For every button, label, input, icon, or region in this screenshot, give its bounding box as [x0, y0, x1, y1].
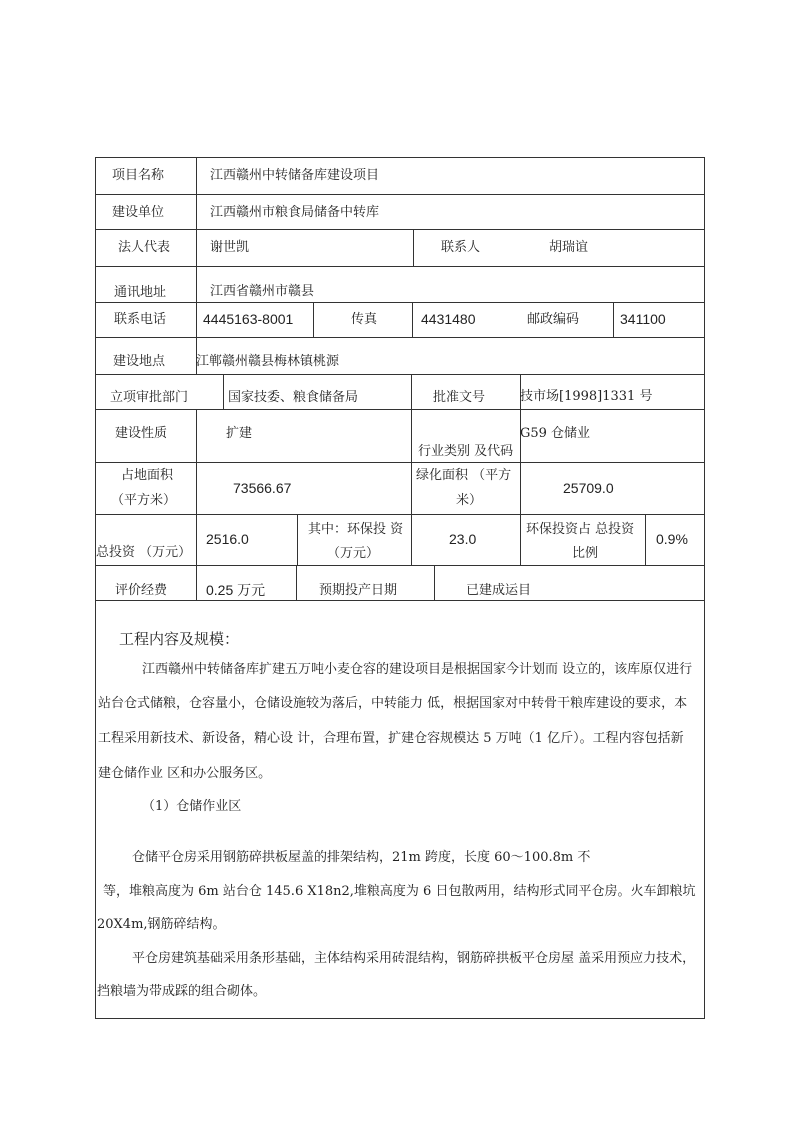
- structure-paragraph-line: 平仓房建筑基础采用条形基础，主体结构采用砖混结构，钢筋碎拱板平仓房屋 盖采用预应力技术，: [132, 951, 696, 966]
- zip-label: 邮政编码: [527, 312, 580, 327]
- storage-paragraph-line: 20X4m,钢筋碎结构。: [97, 917, 226, 932]
- production-date-value: 已建成运目: [466, 583, 532, 598]
- project-name-value: 江西赣州中转储备库建设项目: [210, 168, 380, 183]
- scope-paragraph-line: 站台仓式储粮，仓容量小，仓储设施较为落后，中转能力 低，根据国家对中转骨干粮库建设的要求，本: [98, 696, 688, 711]
- col-divider: [196, 565, 197, 600]
- nature-value: 扩建: [226, 426, 253, 441]
- investment-label: 总投资 （万元）: [96, 545, 192, 560]
- col-divider: [520, 514, 521, 565]
- legal-rep-label: 法人代表: [118, 240, 171, 255]
- row-divider: [95, 194, 705, 195]
- table-border: [704, 157, 705, 1019]
- env-ratio-value: 0.9%: [656, 531, 688, 547]
- row-divider: [95, 565, 705, 566]
- col-divider: [296, 565, 297, 600]
- scope-paragraph-line: 建仓储作业 区和办公服务区。: [98, 766, 272, 781]
- env-investment-unit-label: （万元）: [327, 546, 380, 561]
- production-date-label: 预期投产日期: [319, 583, 398, 598]
- investment-value: 2516.0: [206, 531, 249, 547]
- eval-cost-label: 评价经费: [115, 583, 168, 598]
- row-divider: [95, 409, 705, 410]
- green-area-unit-label: 米）: [456, 493, 483, 508]
- col-divider: [223, 374, 224, 409]
- col-divider: [434, 565, 435, 600]
- col-divider: [196, 409, 197, 462]
- project-name-label: 项目名称: [112, 168, 165, 183]
- col-divider: [411, 374, 412, 409]
- eval-cost-value: 0.25 万元: [206, 582, 266, 598]
- nature-label: 建设性质: [115, 426, 168, 441]
- scope-paragraph-line: 江西赣州中转储备库扩建五万吨小麦仓容的建设项目是根据国家今计划而 设立的，该库原仅进行: [142, 662, 693, 677]
- zip-value: 341100: [620, 311, 666, 327]
- table-border: [95, 157, 705, 158]
- fax-label: 传真: [351, 312, 378, 327]
- builder-value: 江西赣州市粮食局储备中转库: [210, 205, 380, 220]
- env-ratio-label: 环保投资占 总投资: [526, 522, 635, 537]
- env-investment-value: 23.0: [449, 531, 477, 547]
- env-ratio-label-2: 比例: [572, 546, 599, 561]
- row-divider: [95, 337, 705, 338]
- site-value: 江郸赣州赣县梅林镇桃源: [196, 354, 340, 369]
- col-divider: [613, 302, 614, 337]
- site-label: 建设地点: [113, 354, 166, 369]
- row-divider: [95, 374, 705, 375]
- green-area-value: 25709.0: [563, 480, 614, 496]
- col-divider: [411, 409, 412, 462]
- col-divider: [196, 462, 197, 514]
- address-value: 江西省赣州市赣县: [210, 284, 315, 299]
- contact-value: 胡瑞谊: [549, 240, 589, 255]
- col-divider: [413, 229, 414, 266]
- col-divider: [196, 157, 197, 337]
- legal-rep-value: 谢世凯: [210, 240, 250, 255]
- contact-label: 联系人: [441, 240, 481, 255]
- structure-paragraph-line: 挡粮墙为带成踩的组合砌体。: [97, 984, 267, 999]
- table-border: [95, 157, 96, 1019]
- storage-zone-subheading: （1）仓储作业区: [142, 799, 242, 814]
- scope-paragraph-line: 工程采用新技术、新设备，精心设 计，合理布置，扩建仓容规模达 5 万吨（1 亿斤）。工程内容包括新: [98, 731, 684, 746]
- approval-value: 国家技委、粮食储备局: [228, 390, 359, 405]
- row-divider: [95, 266, 705, 267]
- col-divider: [412, 302, 413, 337]
- col-divider: [313, 302, 314, 337]
- fax-value: 4431480: [421, 311, 476, 327]
- area-label: 占地面积: [121, 468, 174, 483]
- phone-label: 联系电话: [114, 312, 167, 327]
- table-border: [95, 1018, 705, 1019]
- storage-paragraph-line: 仓储平仓房采用钢筋碎拱板屋盖的排架结构，21m 跨度，长度 60～100.8m 不: [132, 850, 591, 865]
- col-divider: [297, 514, 298, 565]
- col-divider: [196, 514, 197, 565]
- row-divider: [95, 462, 705, 463]
- industry-label: 行业类别 及代码: [418, 444, 514, 459]
- industry-value: G59 仓储业: [520, 426, 591, 441]
- col-divider: [645, 514, 646, 565]
- col-divider: [520, 462, 521, 514]
- address-label: 通讯地址: [114, 285, 167, 300]
- col-divider: [411, 462, 412, 514]
- approval-label: 立项审批部门: [110, 390, 189, 405]
- builder-label: 建设单位: [112, 205, 165, 220]
- row-divider: [95, 229, 705, 230]
- green-area-label: 绿化面积 （平方: [416, 468, 512, 483]
- env-investment-label: 其中：环保投 资: [308, 522, 404, 537]
- approval-doc-value: 技市场[1998]1331 号: [520, 389, 653, 404]
- area-unit-label: （平方米）: [111, 493, 177, 508]
- area-value: 73566.67: [233, 480, 292, 496]
- storage-paragraph-line: 等，堆粮高度为 6m 站台仓 145.6 X18n2,堆粮高度为 6 日包散两用，结构形式同平仓房。火车卸粮坑: [103, 884, 696, 899]
- row-divider: [95, 514, 705, 515]
- approval-doc-label: 批准文号: [433, 390, 486, 405]
- scope-heading: 工程内容及规模：: [119, 630, 240, 648]
- col-divider: [411, 514, 412, 565]
- phone-value: 4445163-8001: [203, 311, 294, 327]
- row-divider: [95, 600, 705, 601]
